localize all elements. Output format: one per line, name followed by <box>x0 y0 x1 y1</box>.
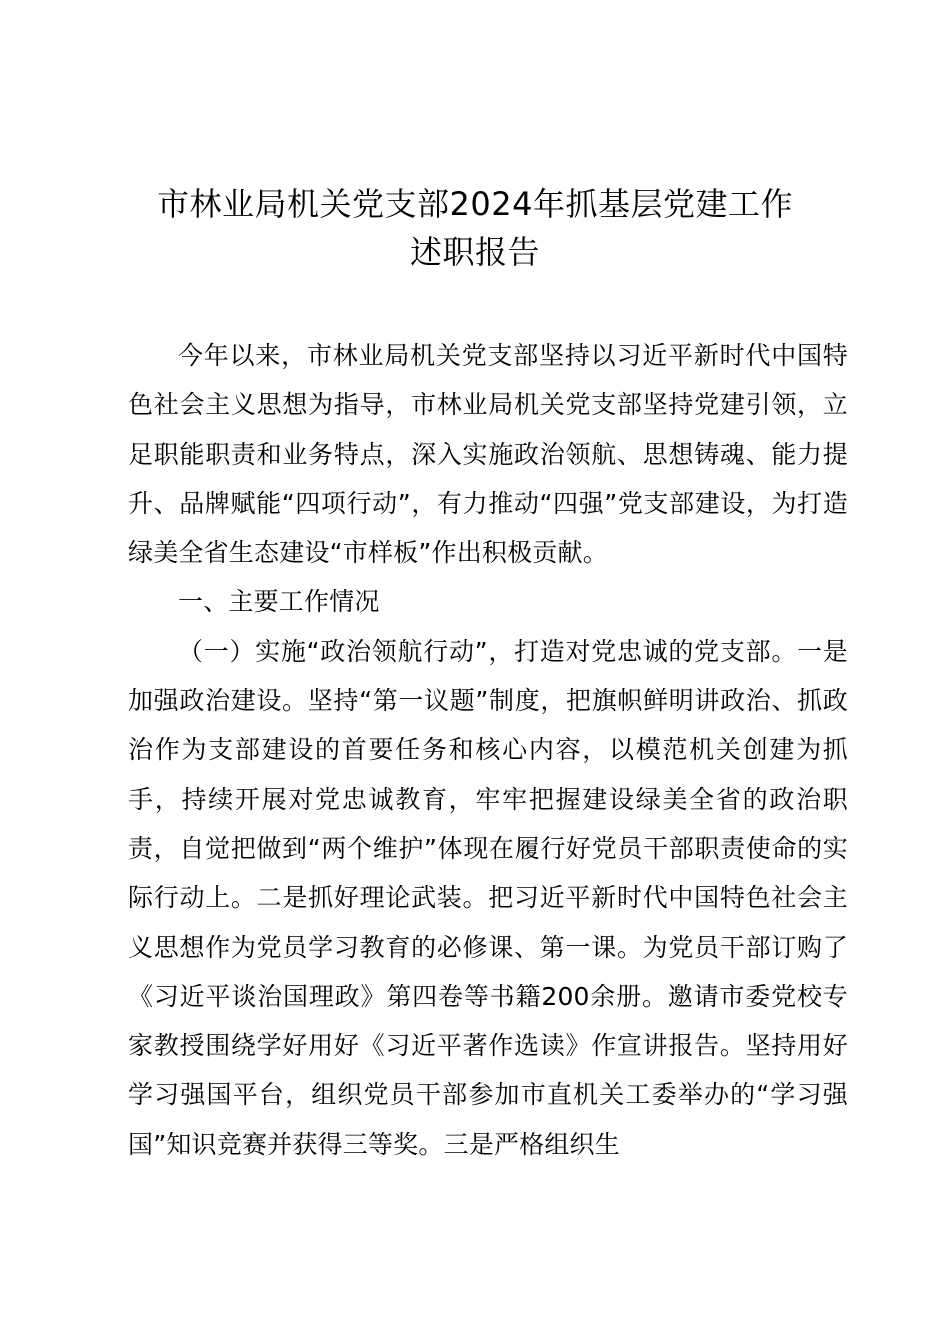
title-line-2: 述职报告 <box>409 233 540 271</box>
section-paragraph: （一）实施“政治领航行动”，打造对党忠诚的党支部。一是加强政治建设。坚持“第一议题”制度，把旗帜鲜明讲政治、抓政治作为支部建设的首要任务和核心内容，以模范机关创建为抓手，持续开展对党忠诚教育，牢牢把握建设绿美全省的政治职责，自觉把做到“两个维护”体现在履行好党员干部职责使命的实际行动上。二是抓好理论武装。把习近平新时代中国特色社会主义思想作为党员学习教育的必修课、第一课。为党员干部订购了《习近平谈治国理政》第四卷等书籍200余册。邀请市委党校专家教授围绕学好用好《习近平著作选读》作宣讲报告。坚持用好学习强国平台，组织党员干部参加市直机关工委举办的“学习强国”知识竞赛并获得三等奖。三是严格组织生 <box>128 636 848 1159</box>
intro-paragraph: 今年以来，市林业局机关党支部坚持以习近平新时代中国特色社会主义思想为指导，市林业局机关党支部坚持党建引领，立足职能职责和业务特点，深入实施政治领航、思想铸魂、能力提升、品牌赋能“四项行动”，有力推动“四强”党支部建设，为打造绿美全省生态建设“市样板”作出积极贡献。 <box>128 341 848 568</box>
title-line-1: 市林业局机关党支部2024年抓基层党建工作 <box>157 185 793 223</box>
section-heading: 一、主要工作情况 <box>178 587 380 617</box>
document-title <box>110 180 840 276</box>
document-body <box>128 331 848 1169</box>
